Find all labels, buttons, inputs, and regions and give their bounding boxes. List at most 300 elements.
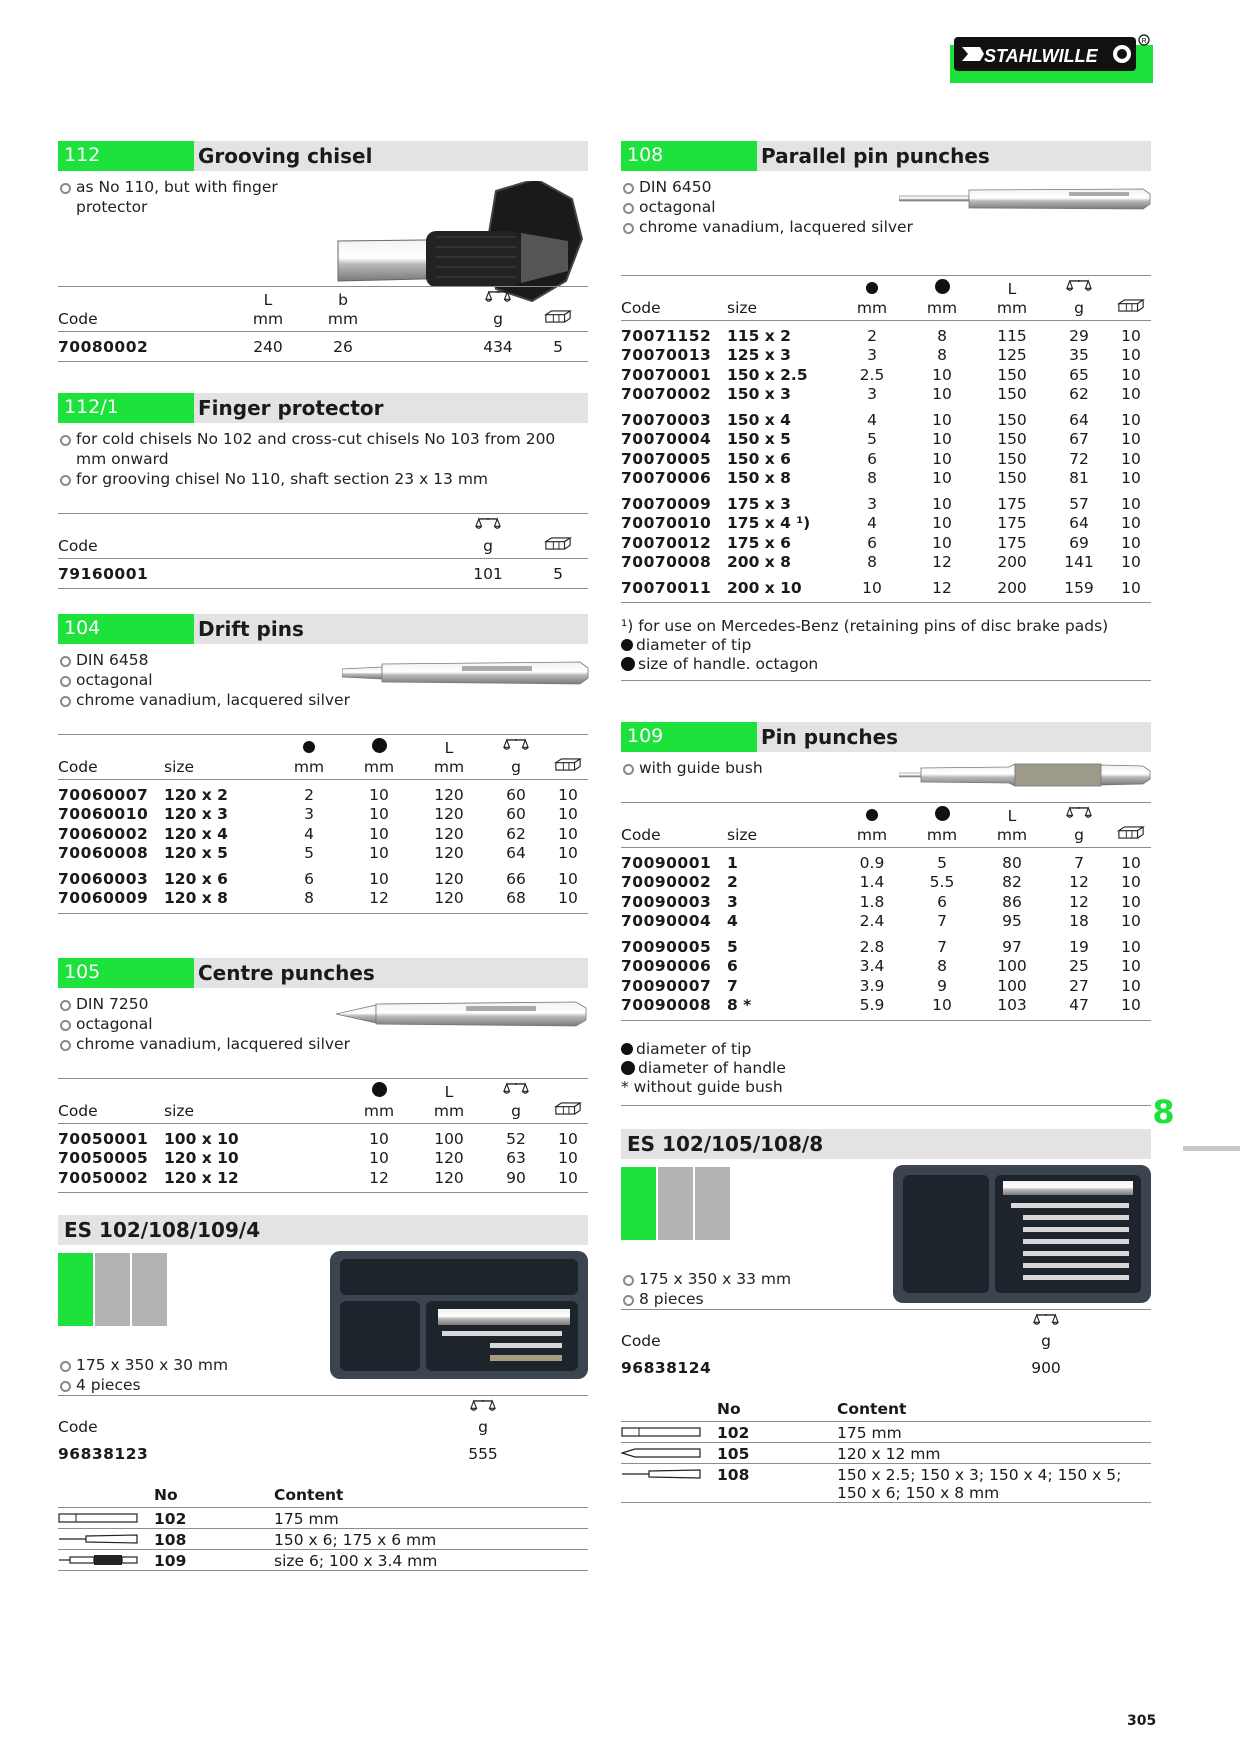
value-cell: 175 x 6 [727,533,791,552]
table-body [621,847,1151,1020]
code-cell: 70060008 [58,844,149,862]
value-cell: 175 [997,494,1027,513]
value-cell: 10 [369,1129,389,1148]
pin-punch-image [899,762,1151,792]
contents-row [621,1421,1151,1442]
value-cell: 10 [369,869,389,888]
weight-scale-icon [1066,806,1092,821]
tool-tray-image [330,1251,588,1383]
value-cell: 4 [867,410,877,429]
value-cell: 9 [937,976,947,995]
code-cell: 70060007 [58,785,149,804]
value-cell: 80 [1002,853,1022,872]
value-cell: 150 [997,385,1027,403]
section-108 [621,141,1151,722]
color-swatches [621,1167,730,1240]
table-row [621,450,1151,470]
value-cell: 10 [558,785,578,804]
table-body [621,320,1151,603]
value-cell: 4 [304,824,314,843]
value-cell: 7 [1074,853,1084,872]
table-104: L Code size mm mm mm g 70060007 120 x 2 2 10 120 60 10 70060010 120 x 3 3 10 120 60 10 70060002 120 x 4 4 10 120 62 10 70060008 120 x 5 5 10 120 64 10 70060003 120 x 6 6 10 120 66 10 70060009 120 x 8 8 12 120 68 10 [58,734,588,914]
value-cell: 120 x 4 [164,824,228,843]
code-cell: 70060010 [58,805,149,823]
value-cell: 97 [1002,937,1022,956]
code-cell: 70070002 [621,385,712,403]
value-cell: 10 [558,869,578,888]
content-text: 175 mm [274,1507,588,1528]
header-g: g [468,309,528,332]
content-header-no: No [717,1399,837,1421]
code-cell: 70090005 [621,937,712,956]
header-size: size [164,757,274,780]
value-cell: 10 [1121,449,1141,468]
table-es-4 [58,1395,588,1464]
chapter-marker [1183,1146,1240,1151]
table-row [58,805,588,825]
note-tip: diameter of tip [621,636,1151,655]
note-handle: diameter of handle [621,1059,1151,1078]
value-cell: 10 [1121,892,1141,911]
value-cell: 175 [997,533,1027,552]
bullet: DIN 6450 [621,177,921,197]
table-112-1 [58,513,588,589]
value-cell: 6 [727,957,738,975]
value-cell: 67 [1069,430,1089,448]
value-cell: 82 [1002,873,1022,891]
header-g: g [1041,1331,1051,1350]
value-cell: 10 [558,824,578,843]
value-cell: 57 [1069,494,1089,513]
table-row: 96838124 900 [621,1358,1061,1377]
table-row [58,844,588,864]
content-text: 150 x 6; 175 x 6 mm [274,1528,588,1549]
section-number: 112 [58,141,194,171]
stahlwille-logo [950,33,1153,83]
notes-109 [621,1040,1151,1106]
value-cell: 68 [484,889,548,913]
footnote: ¹) for use on Mercedes-Benz (retaining pins of disc brake pads) [621,617,1109,635]
bullet: DIN 6458 [58,650,358,670]
value-cell: 2 [304,785,314,804]
tip-diameter-icon [621,1043,633,1055]
table-row [621,366,1151,386]
value-cell: 3 [727,892,738,911]
table-es-8 [621,1309,1151,1378]
value-cell: 10 [932,533,952,552]
value-cell: 5.9 [837,996,907,1020]
value-cell: 5 [304,844,314,862]
table-row: 96838123 555 [58,1444,498,1463]
section-title: ES 102/108/109/4 [64,1218,261,1242]
swatch-green [58,1253,93,1326]
bullet: chrome vanadium, lacquered silver [58,1034,358,1054]
value-cell: 175 x 3 [727,494,791,513]
value-cell: 150 x 8 [727,469,791,487]
value-cell: 7 [937,937,947,956]
parallel-pin-punch-image [899,187,1151,215]
value-cell: 7 [937,912,947,930]
value-cell: 6 [867,449,877,468]
value-cell: 10 [548,1169,588,1193]
value-cell: 10 [932,469,952,487]
value-cell: 29 [1069,326,1089,345]
value-cell: 120 x 10 [164,1149,239,1167]
value-cell: 10 [369,805,389,823]
value-cell: 115 x 2 [727,326,791,345]
value-cell: 69 [1069,533,1089,552]
section-number: 104 [58,614,194,644]
value-cell: 120 x 6 [164,869,228,888]
value-cell: 8 [937,326,947,345]
value-cell: 120 [434,805,464,823]
bullet: octagonal [621,197,921,217]
value-cell: 120 x 2 [164,785,228,804]
value-cell: 10 [1121,365,1141,384]
value-cell: 64 [1069,514,1089,532]
code-cell: 70090001 [621,853,712,872]
value-cell: 2 [727,873,738,891]
header-size: size [727,825,837,848]
value-cell: 115 [997,326,1027,345]
tip-diameter-icon [303,741,315,753]
value-cell: 3 [867,494,877,513]
value-cell: 27 [1069,976,1089,995]
code-cell: 70070001 [621,365,712,384]
package-icon [544,309,572,324]
note-handle: size of handle. octagon [621,655,1151,674]
weight-scale-icon [485,290,511,305]
handle-size-icon [372,1082,387,1097]
value-cell: 120 x 3 [164,805,228,823]
chapter-number: 8 [1152,1093,1175,1131]
code-cell: 70070008 [621,553,712,571]
bullet: for grooving chisel No 110, shaft section 23 x 13 mm [58,469,588,489]
value-cell: 6 [937,892,947,911]
value-cell: 60 [506,785,526,804]
value-cell: 10 [369,844,389,862]
tip-diameter-icon [866,809,878,821]
value-cell: 65 [1069,365,1089,384]
table-row [58,864,588,890]
value-cell: 12 [344,889,414,913]
value-cell: 8 [867,553,877,571]
value-cell: 2.8 [859,937,885,956]
color-swatches [58,1253,167,1326]
value-cell: 120 [434,869,464,888]
value-cell: 25 [1069,957,1089,975]
header-code: Code [58,536,448,559]
contents-row [621,1442,1151,1463]
header-L: L [228,287,308,309]
section-112 [58,141,588,393]
weight-scale-icon [475,517,501,532]
value-cell: 52 [506,1129,526,1148]
code-cell: 70060003 [58,869,149,888]
value-cell: 47 [1047,996,1111,1020]
package-icon [544,536,572,551]
value-cell: 3 [867,346,877,364]
value-cell: 63 [506,1149,526,1167]
bullet: octagonal [58,1014,358,1034]
header-L: L [977,276,1047,298]
value-cell: 150 [997,410,1027,429]
section-number: 112/1 [58,393,194,423]
value-cell: 10 [558,1149,578,1167]
bullet: 175 x 350 x 33 mm [621,1269,891,1289]
value-cell: 150 [997,449,1027,468]
header-code: Code [621,1331,661,1350]
value-cell: 3 [867,385,877,403]
value-cell: 12 [932,553,952,571]
table-row [621,893,1151,913]
value-cell: 150 [997,469,1027,487]
table-body [58,1123,588,1193]
code-cell: 70090006 [621,957,712,975]
value-cell: 10 [1121,873,1141,891]
value-cell: 10 [1121,494,1141,513]
value-cell: 35 [1069,346,1089,364]
swatch-grey [695,1167,730,1240]
contents-row [58,1528,588,1549]
section-105 [58,958,588,1215]
contents-row [621,1463,1151,1502]
value-cell: 66 [506,869,526,888]
section-title: ES 102/105/108/8 [627,1132,824,1156]
value-cell: 10 [1121,957,1141,975]
table-row [621,405,1151,431]
value-cell: 100 [434,1129,464,1148]
value-cell: 0.9 [859,853,885,872]
value-cell: 81 [1069,469,1089,487]
value-cell: 120 [434,844,464,862]
section-header [58,1215,588,1245]
content-no: 105 [717,1442,837,1463]
value-cell: 10 [1121,430,1141,448]
handle-size-icon [935,279,950,294]
section-104 [58,614,588,958]
header-mm: mm [228,309,308,332]
value-cell: 120 [434,785,464,804]
code-cell: 70090007 [621,976,712,995]
content-no: 108 [154,1528,274,1549]
value-cell: 8 [937,346,947,364]
value-cell: 159 [1047,573,1111,603]
section-title: Grooving chisel [198,144,373,168]
value-cell: 175 [997,514,1027,532]
section-title: Centre punches [198,961,375,985]
table-body [58,779,588,913]
value-cell: 60 [506,805,526,823]
value-cell: 10 [558,805,578,823]
value-cell: 10 [1121,410,1141,429]
value-cell: 12 [1069,892,1089,911]
value-cell: 103 [977,996,1047,1020]
header-L: L [414,1079,484,1101]
code-cell: 70090008 [621,996,727,1020]
table-row: 79160001 101 5 [58,558,588,589]
value-cell: 86 [1002,892,1022,911]
value-cell: 12 [1069,873,1089,891]
value-cell: 7 [727,976,738,995]
value-cell: 10 [907,996,977,1020]
content-header-no: No [154,1485,274,1507]
code-cell: 70070003 [621,410,712,429]
table-row [621,996,1151,1020]
swatch-green [621,1167,656,1240]
table-row [58,1149,588,1169]
header-L: L [977,803,1047,825]
section-header [58,614,588,644]
code-cell: 70070004 [621,430,712,448]
table-row [621,977,1151,997]
value-cell: 4 [867,514,877,532]
bullet: 175 x 350 x 30 mm [58,1355,328,1375]
value-cell: 3.9 [859,976,885,995]
section-title: Drift pins [198,617,304,641]
table-row [621,957,1151,977]
bullet: for cold chisels No 102 and cross-cut chisels No 103 from 200 mm onward [58,429,588,469]
value-cell: 10 [369,824,389,843]
content-header-content: Content [274,1485,588,1507]
value-cell: 120 [414,1169,484,1193]
section-header [621,722,1151,752]
value-cell: 1 [727,853,738,872]
value-cell: 10 [932,514,952,532]
value-cell: 90 [484,1169,548,1193]
value-cell: 125 x 3 [727,346,791,364]
value-cell: 1.8 [859,892,885,911]
header-g: g [448,536,528,559]
content-no: 102 [717,1421,837,1442]
value-cell: 10 [932,385,952,403]
bullet: octagonal [58,670,358,690]
table-row [621,912,1151,932]
value-cell: 150 x 6 [727,449,791,468]
value-cell: 10 [1121,533,1141,552]
value-cell: 10 [1121,385,1141,403]
section-112-1 [58,393,588,614]
value-cell: 19 [1069,937,1089,956]
table-row [58,1169,588,1193]
section-es-4 [58,1215,588,1605]
value-cell: 200 x 8 [727,553,791,571]
tool-108-icon [58,1528,154,1549]
code-cell: 70050001 [58,1129,149,1148]
section-header [58,958,588,988]
value-cell: 72 [1069,449,1089,468]
value-cell: 62 [1069,385,1089,403]
table-row [621,534,1151,554]
value-cell: 200 x 10 [727,573,837,603]
code-cell: 70070010 [621,514,712,532]
value-cell: 100 [997,976,1027,995]
code-cell: 70090002 [621,873,712,891]
contents-table-es-8 [621,1399,1151,1503]
contents-row [58,1549,588,1570]
notes-108 [621,617,1151,681]
section-number: 109 [621,722,757,752]
value-cell: 120 [434,824,464,843]
table-row [621,873,1151,893]
value-cell: 10 [1121,912,1141,930]
header-b: b [308,287,378,309]
value-cell: 2 [867,326,877,345]
contents-row [58,1507,588,1528]
content-text: 175 mm [837,1421,1151,1442]
value-cell: 12 [344,1169,414,1193]
table-row: 70080002 240 26 434 5 [58,331,588,362]
value-cell: 150 x 3 [727,385,791,403]
value-cell: 10 [932,430,952,448]
table-row [58,889,588,913]
table-row [621,489,1151,515]
tool-102-icon [621,1421,717,1442]
value-cell: 10 [369,1149,389,1167]
value-cell: 10 [932,365,952,384]
table-109: L Code size mm mm mm g 70090001 1 0.9 5 80 7 10 70090002 2 1.4 5.5 82 12 10 70090003 3 1.8 6 86 12 10 70090004 4 2.4 7 95 18 10 70090005 5 2.8 7 97 19 10 70090006 6 3.4 8 100 25 10 70090007 7 3.9 9 100 27 10 70090008 8 * 5.9 10 103 47 10 [621,802,1151,1021]
value-cell: 10 [548,889,588,913]
value-cell: 5 [727,937,738,956]
value-cell: 141 [1064,553,1094,571]
section-header [621,1129,1151,1159]
bullet: 8 pieces [621,1289,891,1309]
value-cell: 10 [558,844,578,862]
package-icon [554,757,582,772]
header-code: Code [621,298,727,321]
note-guide-bush: * without guide bush [621,1078,783,1096]
section-es-8 [621,1129,1151,1529]
value-cell: 8 * [727,996,837,1020]
code-cell: 70050002 [58,1169,164,1193]
drift-pin-image [342,660,590,690]
handle-size-icon [372,738,387,753]
content-no: 102 [154,1507,274,1528]
table-row [58,825,588,845]
section-title: Parallel pin punches [761,144,990,168]
code-cell: 70071152 [621,326,712,345]
contents-table-es-4 [58,1485,588,1571]
section-number: 108 [621,141,757,171]
table-112 [58,286,588,362]
bullet: DIN 7250 [58,994,358,1014]
swatch-grey [95,1253,130,1326]
value-cell: 125 [997,346,1027,364]
value-cell: 120 x 8 [164,889,274,913]
code-cell: 70060009 [58,889,164,913]
package-icon [1117,825,1145,840]
value-cell: 12 [907,573,977,603]
content-text: size 6; 100 x 3.4 mm [274,1549,588,1570]
centre-punch-image [336,1000,588,1032]
value-cell: 150 x 4 [727,410,791,429]
code-cell: 70070009 [621,494,712,513]
value-cell: 120 x 12 [164,1169,344,1193]
contents-body [58,1507,588,1570]
table-row [621,514,1151,534]
value-cell: 200 [997,553,1027,571]
bullet: as No 110, but with finger protector [58,177,278,217]
code-cell: 70070005 [621,449,712,468]
value-cell: 3 [304,805,314,823]
value-cell: 100 x 10 [164,1129,239,1148]
tool-tray-image [893,1165,1151,1307]
page-number: 305 [1127,1713,1157,1729]
weight-scale-icon [503,1082,529,1097]
value-cell: 10 [1111,573,1151,603]
table-row [621,346,1151,366]
weight-scale-icon [1066,279,1092,294]
